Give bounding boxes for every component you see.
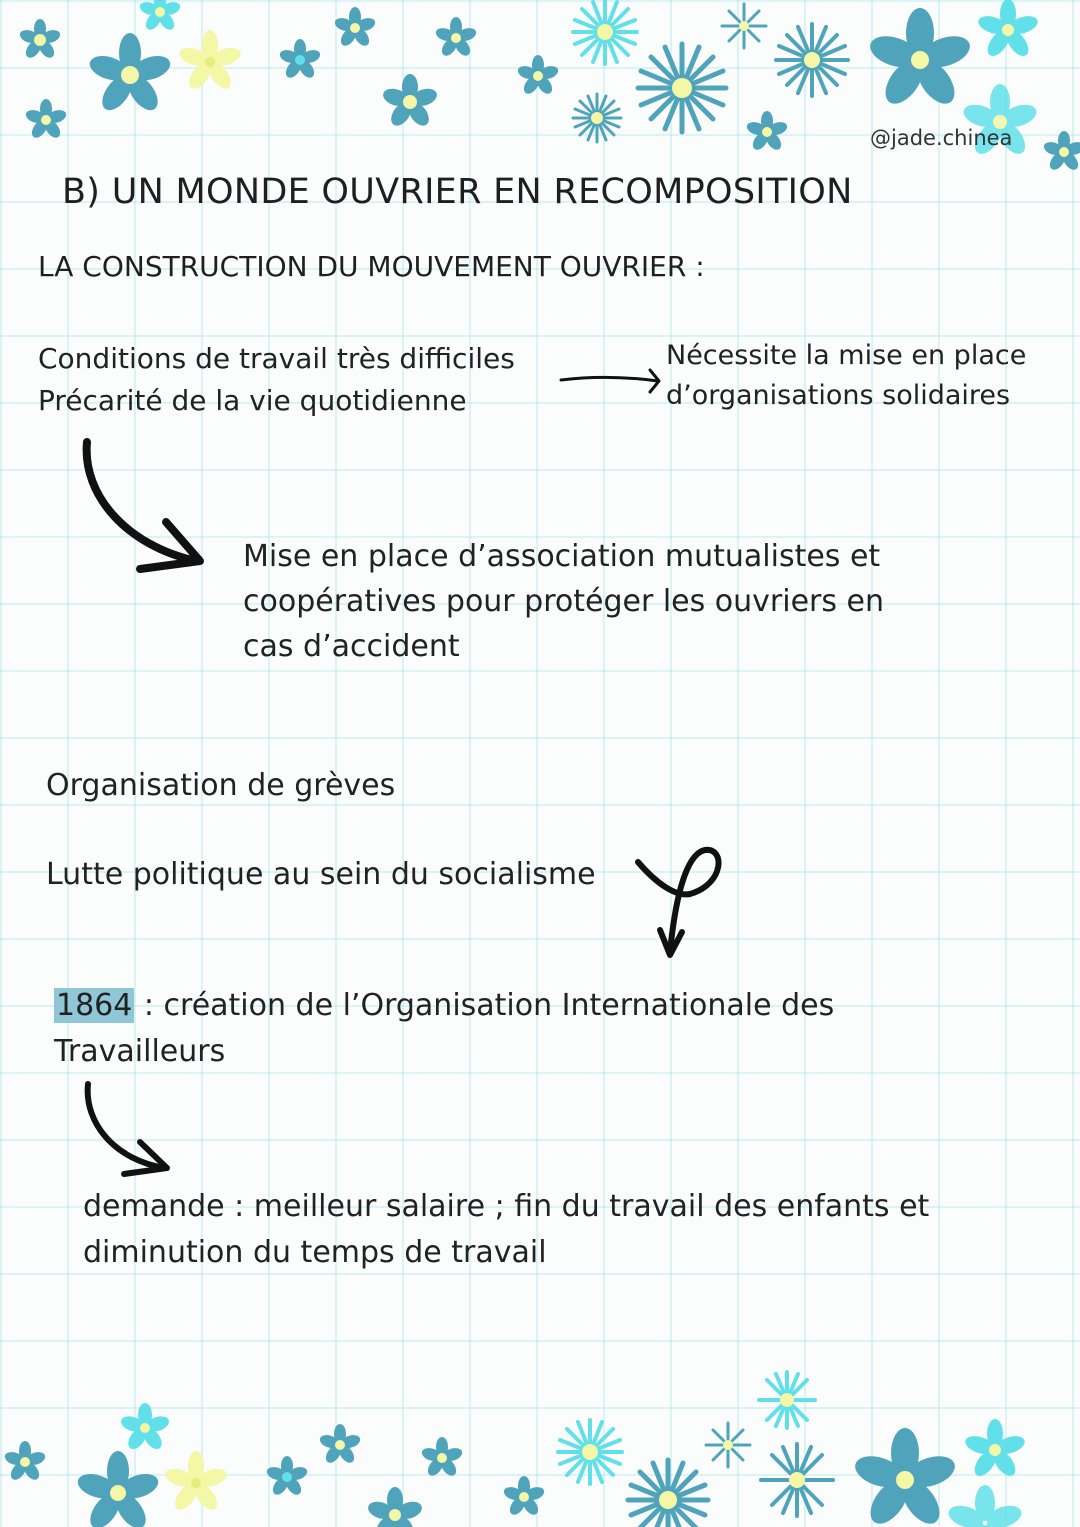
daisy-icon xyxy=(628,1460,708,1527)
oit-line-2: Travailleurs xyxy=(54,1034,226,1069)
flower-icon xyxy=(138,0,182,33)
author-handle: @jade.chinea xyxy=(870,126,1013,150)
loop-arrow-icon xyxy=(630,842,735,967)
conditions-block xyxy=(38,338,515,422)
necessity-line-2: d’organisations solidaires xyxy=(666,380,1011,411)
strikes-text: Organisation de grèves xyxy=(46,768,396,803)
flower-icon xyxy=(24,99,68,141)
page-title: B) UN MONDE OUVRIER EN RECOMPOSITION xyxy=(62,172,853,212)
year-highlight: 1864 xyxy=(56,988,133,1023)
flower-icon xyxy=(963,1419,1027,1480)
daisy-icon xyxy=(722,4,766,48)
flower-icon xyxy=(278,39,322,81)
politics-text: Lutte politique au sein du socialisme xyxy=(46,857,596,892)
curved-arrow-icon xyxy=(78,436,213,581)
flower-icon xyxy=(18,19,62,61)
mutual-line-2: coopératives pour protéger les ouvriers en xyxy=(243,584,885,619)
section-subtitle: LA CONSTRUCTION DU MOUVEMENT OUVRIER : xyxy=(38,250,705,283)
flower-icon xyxy=(1042,131,1080,173)
flower-icon xyxy=(177,30,243,93)
demand-line-2: diminution du temps de travail xyxy=(83,1235,547,1270)
flower-icon xyxy=(851,1428,959,1527)
conditions-line-1: Conditions de travail très difficiles xyxy=(38,342,515,375)
flower-icon xyxy=(381,74,439,129)
daisy-icon xyxy=(573,0,637,64)
curved-arrow-icon-2 xyxy=(80,1078,180,1183)
necessity-line-1: Nécessite la mise en place xyxy=(666,340,1027,371)
flower-icon xyxy=(420,1437,464,1479)
flower-icon xyxy=(333,7,377,49)
flower-icon xyxy=(502,1476,546,1518)
flower-icon xyxy=(75,1451,162,1527)
flower-icon xyxy=(516,55,560,97)
daisy-icon xyxy=(706,1423,750,1467)
flower-icon xyxy=(434,17,478,59)
flower-icon xyxy=(318,1424,362,1466)
demand-line-1: demande : meilleur salaire ; fin du travail des enfants et xyxy=(83,1189,930,1224)
flower-border-bottom xyxy=(0,1355,1080,1527)
daisy-icon xyxy=(759,1372,815,1428)
daisy-icon xyxy=(761,1444,833,1516)
flower-icon xyxy=(163,1451,229,1514)
flower-icon xyxy=(3,1441,47,1483)
flower-icon xyxy=(119,1403,171,1452)
flower-icon xyxy=(866,8,974,110)
conditions-line-2: Précarité de la vie quotidienne xyxy=(38,384,467,417)
flower-icon xyxy=(745,111,789,153)
mutual-block xyxy=(243,534,884,669)
daisy-icon xyxy=(573,94,621,142)
daisy-icon xyxy=(776,24,848,96)
flower-icon xyxy=(87,33,174,115)
flower-icon xyxy=(366,1487,424,1527)
right-arrow-icon xyxy=(558,366,666,400)
oit-line-1 xyxy=(54,983,834,1029)
mutual-line-3: cas d’accident xyxy=(243,629,460,664)
daisy-icon xyxy=(558,1420,622,1484)
mutual-line-1: Mise en place d’association mutualistes et xyxy=(243,539,881,574)
oit-line-1-rest: : création de l’Organisation Internationale des xyxy=(134,988,835,1023)
flower-icon xyxy=(946,1485,1024,1527)
daisy-icon xyxy=(638,44,726,132)
flower-icon xyxy=(976,0,1040,60)
demand-block xyxy=(83,1184,929,1276)
necessity-block xyxy=(666,336,1026,416)
flower-icon xyxy=(265,1456,309,1498)
oit-block xyxy=(54,983,834,1075)
